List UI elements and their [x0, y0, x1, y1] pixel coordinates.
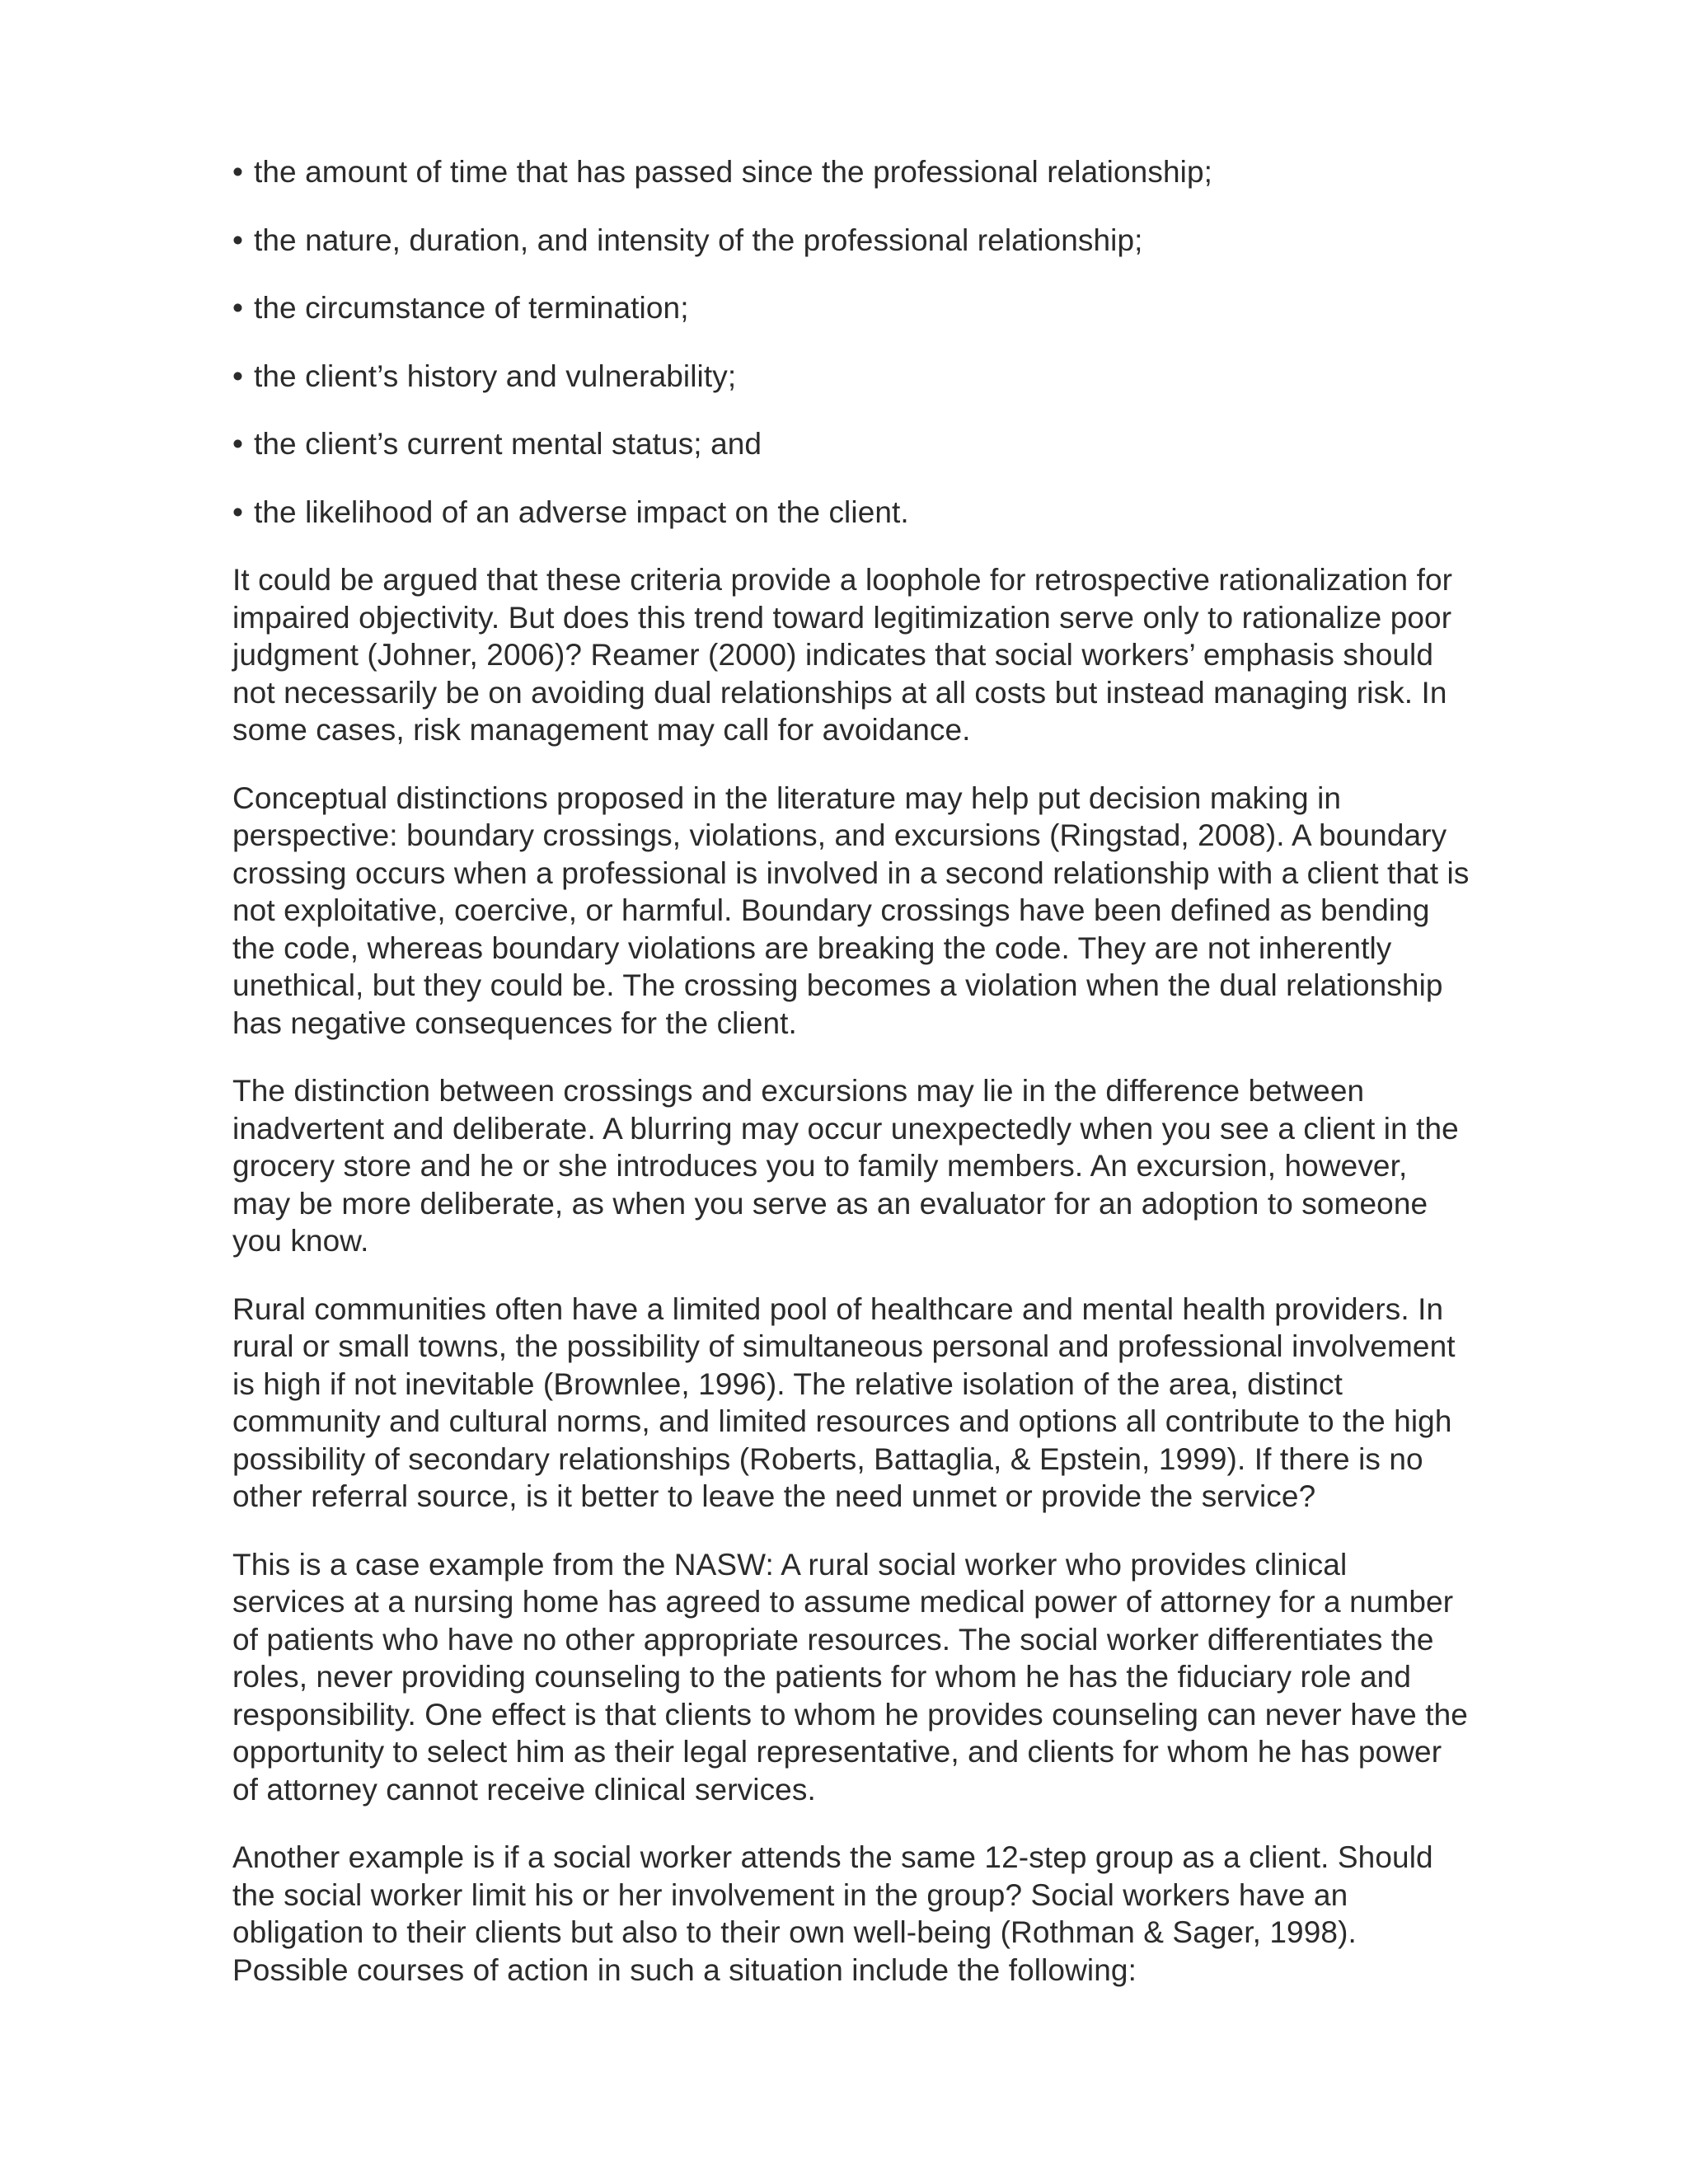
bullet-icon: • [232, 494, 244, 529]
criteria-bullet-list [232, 153, 1556, 531]
text-line: the social worker limit his or her involvement in the group? Social workers have an [232, 1877, 1348, 1912]
text-line: Possible courses of action in such a situation include the following: [232, 1952, 1137, 1987]
bullet-item [232, 222, 1556, 260]
paragraph-12-step-example [232, 1839, 1556, 1989]
text-line: the code, whereas boundary violations are breaking the code. They are not inherently [232, 930, 1392, 965]
text-line: judgment (Johner, 2006)? Reamer (2000) indicates that social workers’ emphasis should [232, 638, 1434, 672]
bullet-text: the circumstance of termination; [254, 291, 689, 325]
text-line: responsibility. One effect is that clients to whom he provides counseling can never have the [232, 1697, 1468, 1732]
text-line: roles, never providing counseling to the patients for whom he has the fiduciary role and [232, 1660, 1412, 1694]
text-line: unethical, but they could be. The crossing becomes a violation when the dual relationship [232, 968, 1443, 1002]
text-line: obligation to their clients but also to their own well-being (Rothman & Sager, 1998). [232, 1915, 1357, 1949]
text-line: inadvertent and deliberate. A blurring may occur unexpectedly when you see a client in the [232, 1111, 1459, 1146]
bullet-icon: • [232, 427, 244, 461]
paragraph-loophole [232, 561, 1556, 749]
text-line: impaired objectivity. But does this trend toward legitimization serve only to rationalize poor [232, 600, 1452, 635]
paragraph-crossings-excursions [232, 1072, 1556, 1260]
text-line: It could be argued that these criteria provide a loophole for retrospective rationalization for [232, 563, 1453, 597]
bullet-text: the client’s current mental status; and [254, 427, 762, 461]
text-line: is high if not inevitable (Brownlee, 1996). The relative isolation of the area, distinct [232, 1366, 1343, 1401]
bullet-text: the likelihood of an adverse impact on the client. [254, 494, 909, 529]
text-line: crossing occurs when a professional is involved in a second relationship with a client that is [232, 855, 1470, 890]
paragraph-conceptual-distinctions [232, 780, 1556, 1043]
bullet-text: the nature, duration, and intensity of the professional relationship; [254, 223, 1143, 257]
text-line: some cases, risk management may call for avoidance. [232, 713, 971, 747]
text-line: of attorney cannot receive clinical services. [232, 1772, 816, 1807]
bullet-icon: • [232, 291, 244, 325]
text-line: of patients who have no other appropriate resources. The social worker differentiates the [232, 1622, 1434, 1657]
paragraph-nasw-case-example [232, 1546, 1556, 1809]
text-line: rural or small towns, the possibility of simultaneous personal and professional involvement [232, 1329, 1456, 1363]
bullet-icon: • [232, 359, 244, 393]
text-line: This is a case example from the NASW: A rural social worker who provides clinical [232, 1547, 1348, 1582]
text-line: you know. [232, 1224, 369, 1258]
text-line: Rural communities often have a limited pool of healthcare and mental health providers. In [232, 1291, 1444, 1326]
bullet-item [232, 494, 1556, 532]
bullet-item [232, 358, 1556, 396]
bullet-icon: • [232, 155, 244, 189]
text-line: grocery store and he or she introduces you to family members. An excursion, however, [232, 1149, 1408, 1183]
text-line: The distinction between crossings and excursions may lie in the difference between [232, 1074, 1365, 1108]
text-line: not exploitative, coercive, or harmful. Boundary crossings have been defined as bending [232, 893, 1430, 927]
text-line: Conceptual distinctions proposed in the literature may help put decision making in [232, 780, 1342, 815]
text-line: has negative consequences for the client. [232, 1005, 797, 1040]
text-line: possibility of secondary relationships (Roberts, Battaglia, & Epstein, 1999). If there is no [232, 1441, 1423, 1476]
paragraph-rural-communities [232, 1291, 1556, 1516]
text-line: may be more deliberate, as when you serve as an evaluator for an adoption to someone [232, 1186, 1428, 1221]
bullet-text: the client’s history and vulnerability; [254, 359, 737, 393]
bullet-item [232, 425, 1556, 463]
bullet-item [232, 289, 1556, 327]
bullet-item [232, 153, 1556, 191]
text-line: community and cultural norms, and limited resources and options all contribute to the high [232, 1404, 1452, 1438]
text-line: Another example is if a social worker attends the same 12-step group as a client. Should [232, 1840, 1433, 1874]
bullet-icon: • [232, 223, 244, 257]
text-line: other referral source, is it better to leave the need unmet or provide the service? [232, 1479, 1316, 1513]
text-line: services at a nursing home has agreed to assume medical power of attorney for a number [232, 1585, 1454, 1619]
text-line: not necessarily be on avoiding dual relationships at all costs but instead managing risk. In [232, 675, 1447, 710]
text-line: opportunity to select him as their legal representative, and clients for whom he has power [232, 1735, 1442, 1769]
text-line: perspective: boundary crossings, violations, and excursions (Ringstad, 2008). A boundary [232, 818, 1447, 852]
bullet-text: the amount of time that has passed since the professional relationship; [254, 155, 1213, 189]
